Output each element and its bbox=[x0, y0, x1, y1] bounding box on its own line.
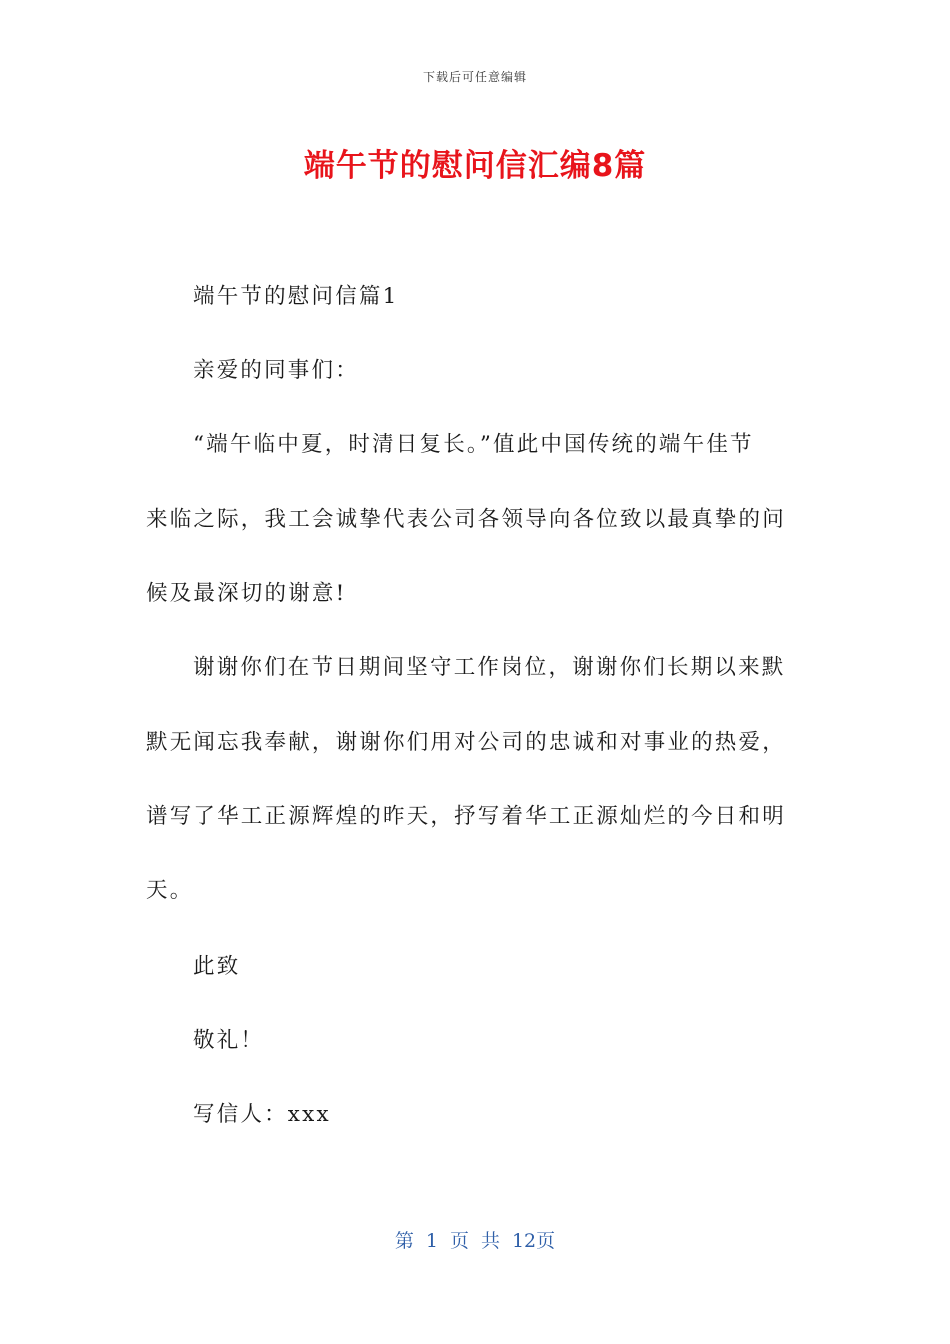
closing-line: 此致 bbox=[193, 954, 241, 979]
document-title: 端午节的慰问信汇编8篇 bbox=[303, 148, 647, 184]
current-page-number: 1 bbox=[425, 1230, 438, 1252]
body-line: “端午临中夏，时清日复长。”值此中国传统的端午佳节 bbox=[193, 432, 754, 457]
page-footer bbox=[0, 1226, 950, 1253]
body-line: 谢谢你们在节日期间坚守工作岗位，谢谢你们长期以来默 bbox=[193, 655, 786, 680]
page-label-prefix: 第 bbox=[394, 1230, 414, 1252]
signature-line: 写信人：xxx bbox=[193, 1102, 331, 1127]
total-label-prefix: 共 bbox=[480, 1230, 500, 1252]
total-pages: 12页 bbox=[511, 1230, 556, 1252]
body-line: 谱写了华工正源辉煌的昨天，抒写着华工正源灿烂的今日和明 bbox=[146, 804, 786, 829]
header-note: 下载后可任意编辑 bbox=[422, 70, 527, 84]
body-line: 默无闻忘我奉献，谢谢你们用对公司的忠诚和对事业的热爱， bbox=[146, 730, 786, 755]
closing-greeting: 敬礼！ bbox=[193, 1028, 265, 1053]
page-label-mid: 页 bbox=[449, 1230, 469, 1252]
salutation: 亲爱的同事们： bbox=[193, 358, 359, 383]
body-line: 来临之际，我工会诚挚代表公司各领导向各位致以最真挚的问 bbox=[146, 507, 786, 532]
body-line: 天。 bbox=[146, 878, 194, 903]
body-line: 候及最深切的谢意! bbox=[146, 581, 347, 606]
section-heading: 端午节的慰问信篇1 bbox=[193, 284, 399, 309]
